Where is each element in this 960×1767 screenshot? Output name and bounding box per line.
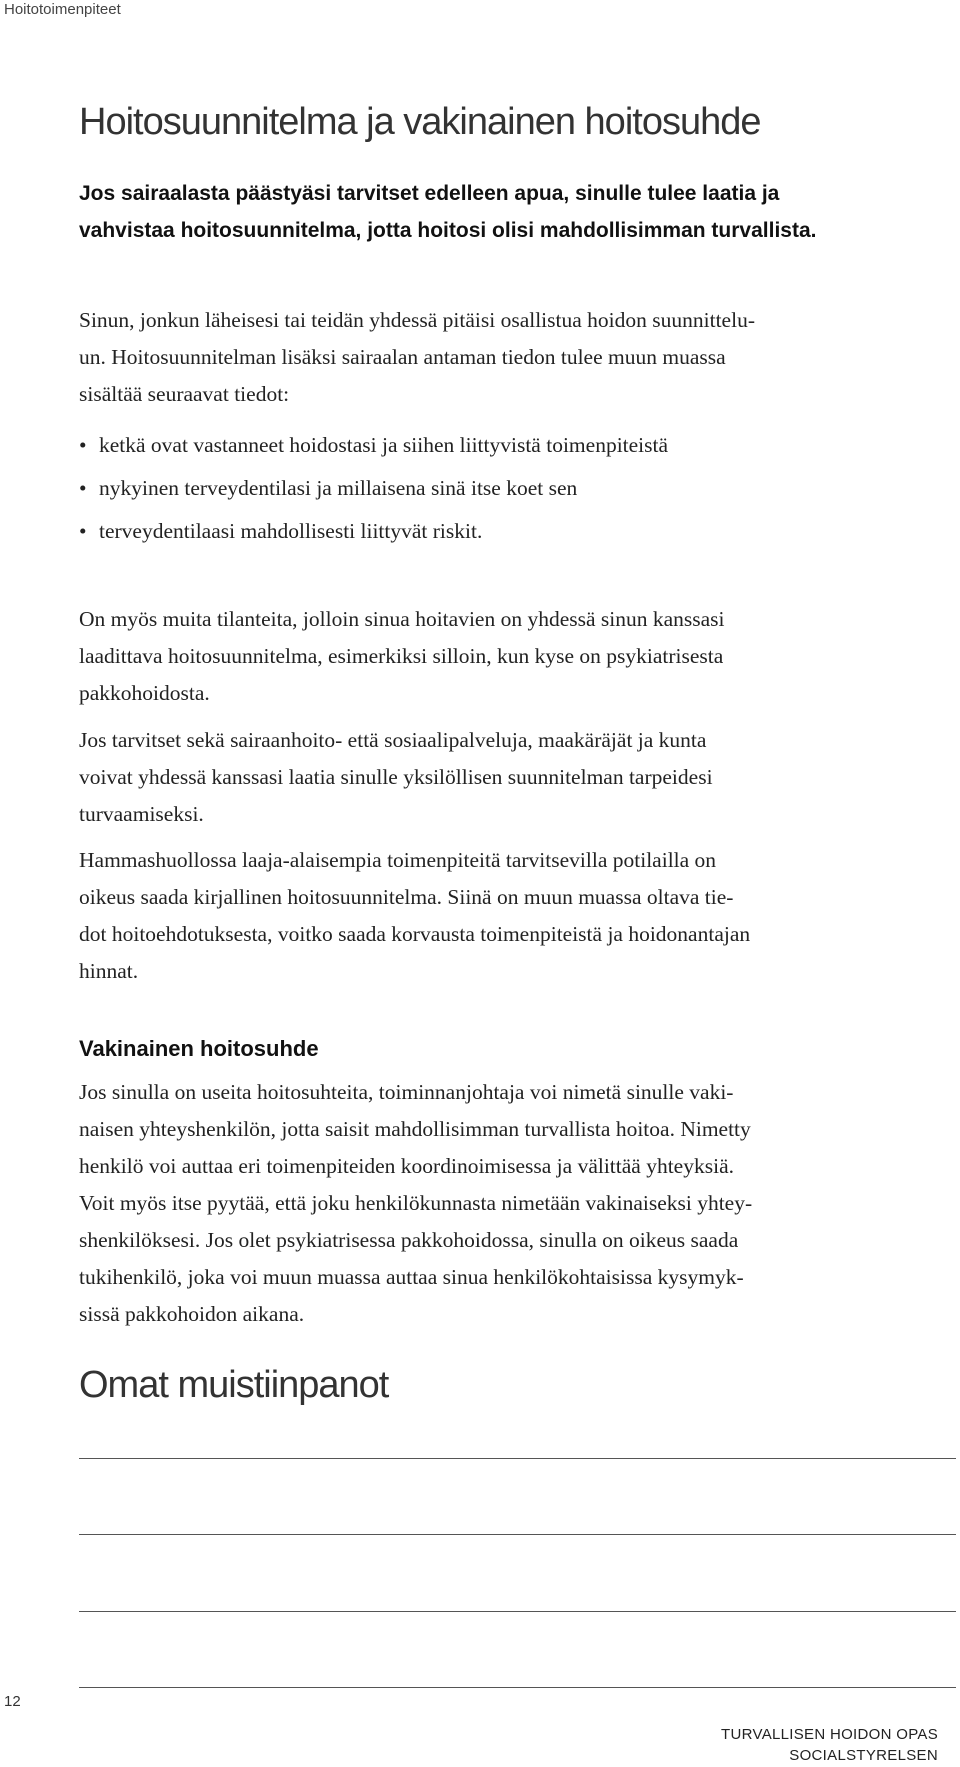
text-line: sisältää seuraavat tiedot:	[79, 382, 290, 406]
note-writing-line	[79, 1687, 956, 1688]
lead-paragraph	[79, 175, 939, 249]
footer-publisher: SOCIALSTYRELSEN	[789, 1747, 938, 1764]
intro-paragraph	[79, 302, 939, 413]
text-line: oikeus saada kirjallinen hoitosuunnitelma. Siinä on muun muassa oltava tie-	[79, 885, 734, 909]
lead-line: Jos sairaalasta päästyäsi tarvitset edelleen apua, sinulle tulee laatia ja	[79, 182, 780, 205]
paragraph-vakinainen	[79, 1074, 939, 1333]
text-line: dot hoitoehdotuksesta, voitko saada korvausta toimenpiteistä ja hoidonantajan	[79, 922, 751, 946]
notes-title: Omat muistiinpanot	[79, 1364, 389, 1406]
text-line: Hammashuollossa laaja-alaisempia toimenpiteitä tarvitsevilla potilailla on	[79, 848, 717, 872]
text-line: pakkohoidosta.	[79, 681, 210, 705]
text-line: laadittava hoitosuunnitelma, esimerkiksi silloin, kun kyse on psykiatrisesta	[79, 644, 724, 668]
text-line: henkilö voi auttaa eri toimenpiteiden koordinoimisessa ja välittää yhteyksiä.	[79, 1154, 734, 1178]
text-line: hinnat.	[79, 959, 139, 983]
page-title: Hoitosuunnitelma ja vakinainen hoitosuhde	[79, 101, 761, 143]
text-line: naisen yhteyshenkilön, jotta saisit mahdollisimman turvallista hoitoa. Nimetty	[79, 1117, 751, 1141]
note-writing-line	[79, 1611, 956, 1612]
list-item: • ketkä ovat vastanneet hoidostasi ja siihen liittyvistä toimenpiteistä	[79, 424, 939, 467]
text-line: tukihenkilö, joka voi muun muassa auttaa sinua henkilökohtaisissa kysymyk-	[79, 1265, 744, 1289]
note-writing-line	[79, 1458, 956, 1459]
text-line: sissä pakkohoidon aikana.	[79, 1302, 305, 1326]
list-item: • terveydentilaasi mahdollisesti liittyvät riskit.	[79, 510, 939, 553]
paragraph-hammashuolto	[79, 842, 939, 990]
text-line: On myös muita tilanteita, jolloin sinua hoitavien on yhdessä sinun kanssasi	[79, 607, 725, 631]
page-title-block	[79, 103, 939, 141]
text-line: un. Hoitosuunnitelman lisäksi sairaalan antaman tiedon tulee muun muassa	[79, 345, 726, 369]
paragraph-pakkohoito	[79, 601, 939, 712]
text-line: Sinun, jonkun läheisesi tai teidän yhdessä pitäisi osallistua hoidon suunnittelu-	[79, 308, 755, 332]
bullet-icon: •	[79, 476, 87, 500]
notes-title-block	[79, 1366, 939, 1404]
bullet-list	[79, 424, 939, 553]
paragraph-sosiaalipalvelut	[79, 722, 939, 833]
text-line: shenkilöksesi. Jos olet psykiatrisessa pakkohoidossa, sinulla on oikeus saada	[79, 1228, 739, 1252]
note-writing-line	[79, 1534, 956, 1535]
text-line: Jos tarvitset sekä sairaanhoito- että sosiaalipalveluja, maakäräjät ja kunta	[79, 728, 707, 752]
subsection-heading-block	[79, 1036, 939, 1062]
list-item: • nykyinen terveydentilasi ja millaisena sinä itse koet sen	[79, 467, 939, 510]
bullet-icon: •	[79, 519, 87, 543]
running-header: Hoitotoimenpiteet	[4, 1, 121, 18]
footer-publication: TURVALLISEN HOIDON OPAS	[721, 1726, 938, 1743]
text-line: Voit myös itse pyytää, että joku henkilökunnasta nimetään vakinaiseksi yhtey-	[79, 1191, 753, 1215]
bullet-icon: •	[79, 433, 87, 457]
text-line: Jos sinulla on useita hoitosuhteita, toiminnanjohtaja voi nimetä sinulle vaki-	[79, 1080, 734, 1104]
page-number: 12	[4, 1693, 21, 1710]
text-line: voivat yhdessä kanssasi laatia sinulle yksilöllisen suunnitelman tarpeidesi	[79, 765, 713, 789]
lead-line: vahvistaa hoitosuunnitelma, jotta hoitosi olisi mahdollisimman turvallista.	[79, 219, 817, 242]
subsection-heading: Vakinainen hoitosuhde	[79, 1036, 319, 1061]
text-line: turvaamiseksi.	[79, 802, 204, 826]
